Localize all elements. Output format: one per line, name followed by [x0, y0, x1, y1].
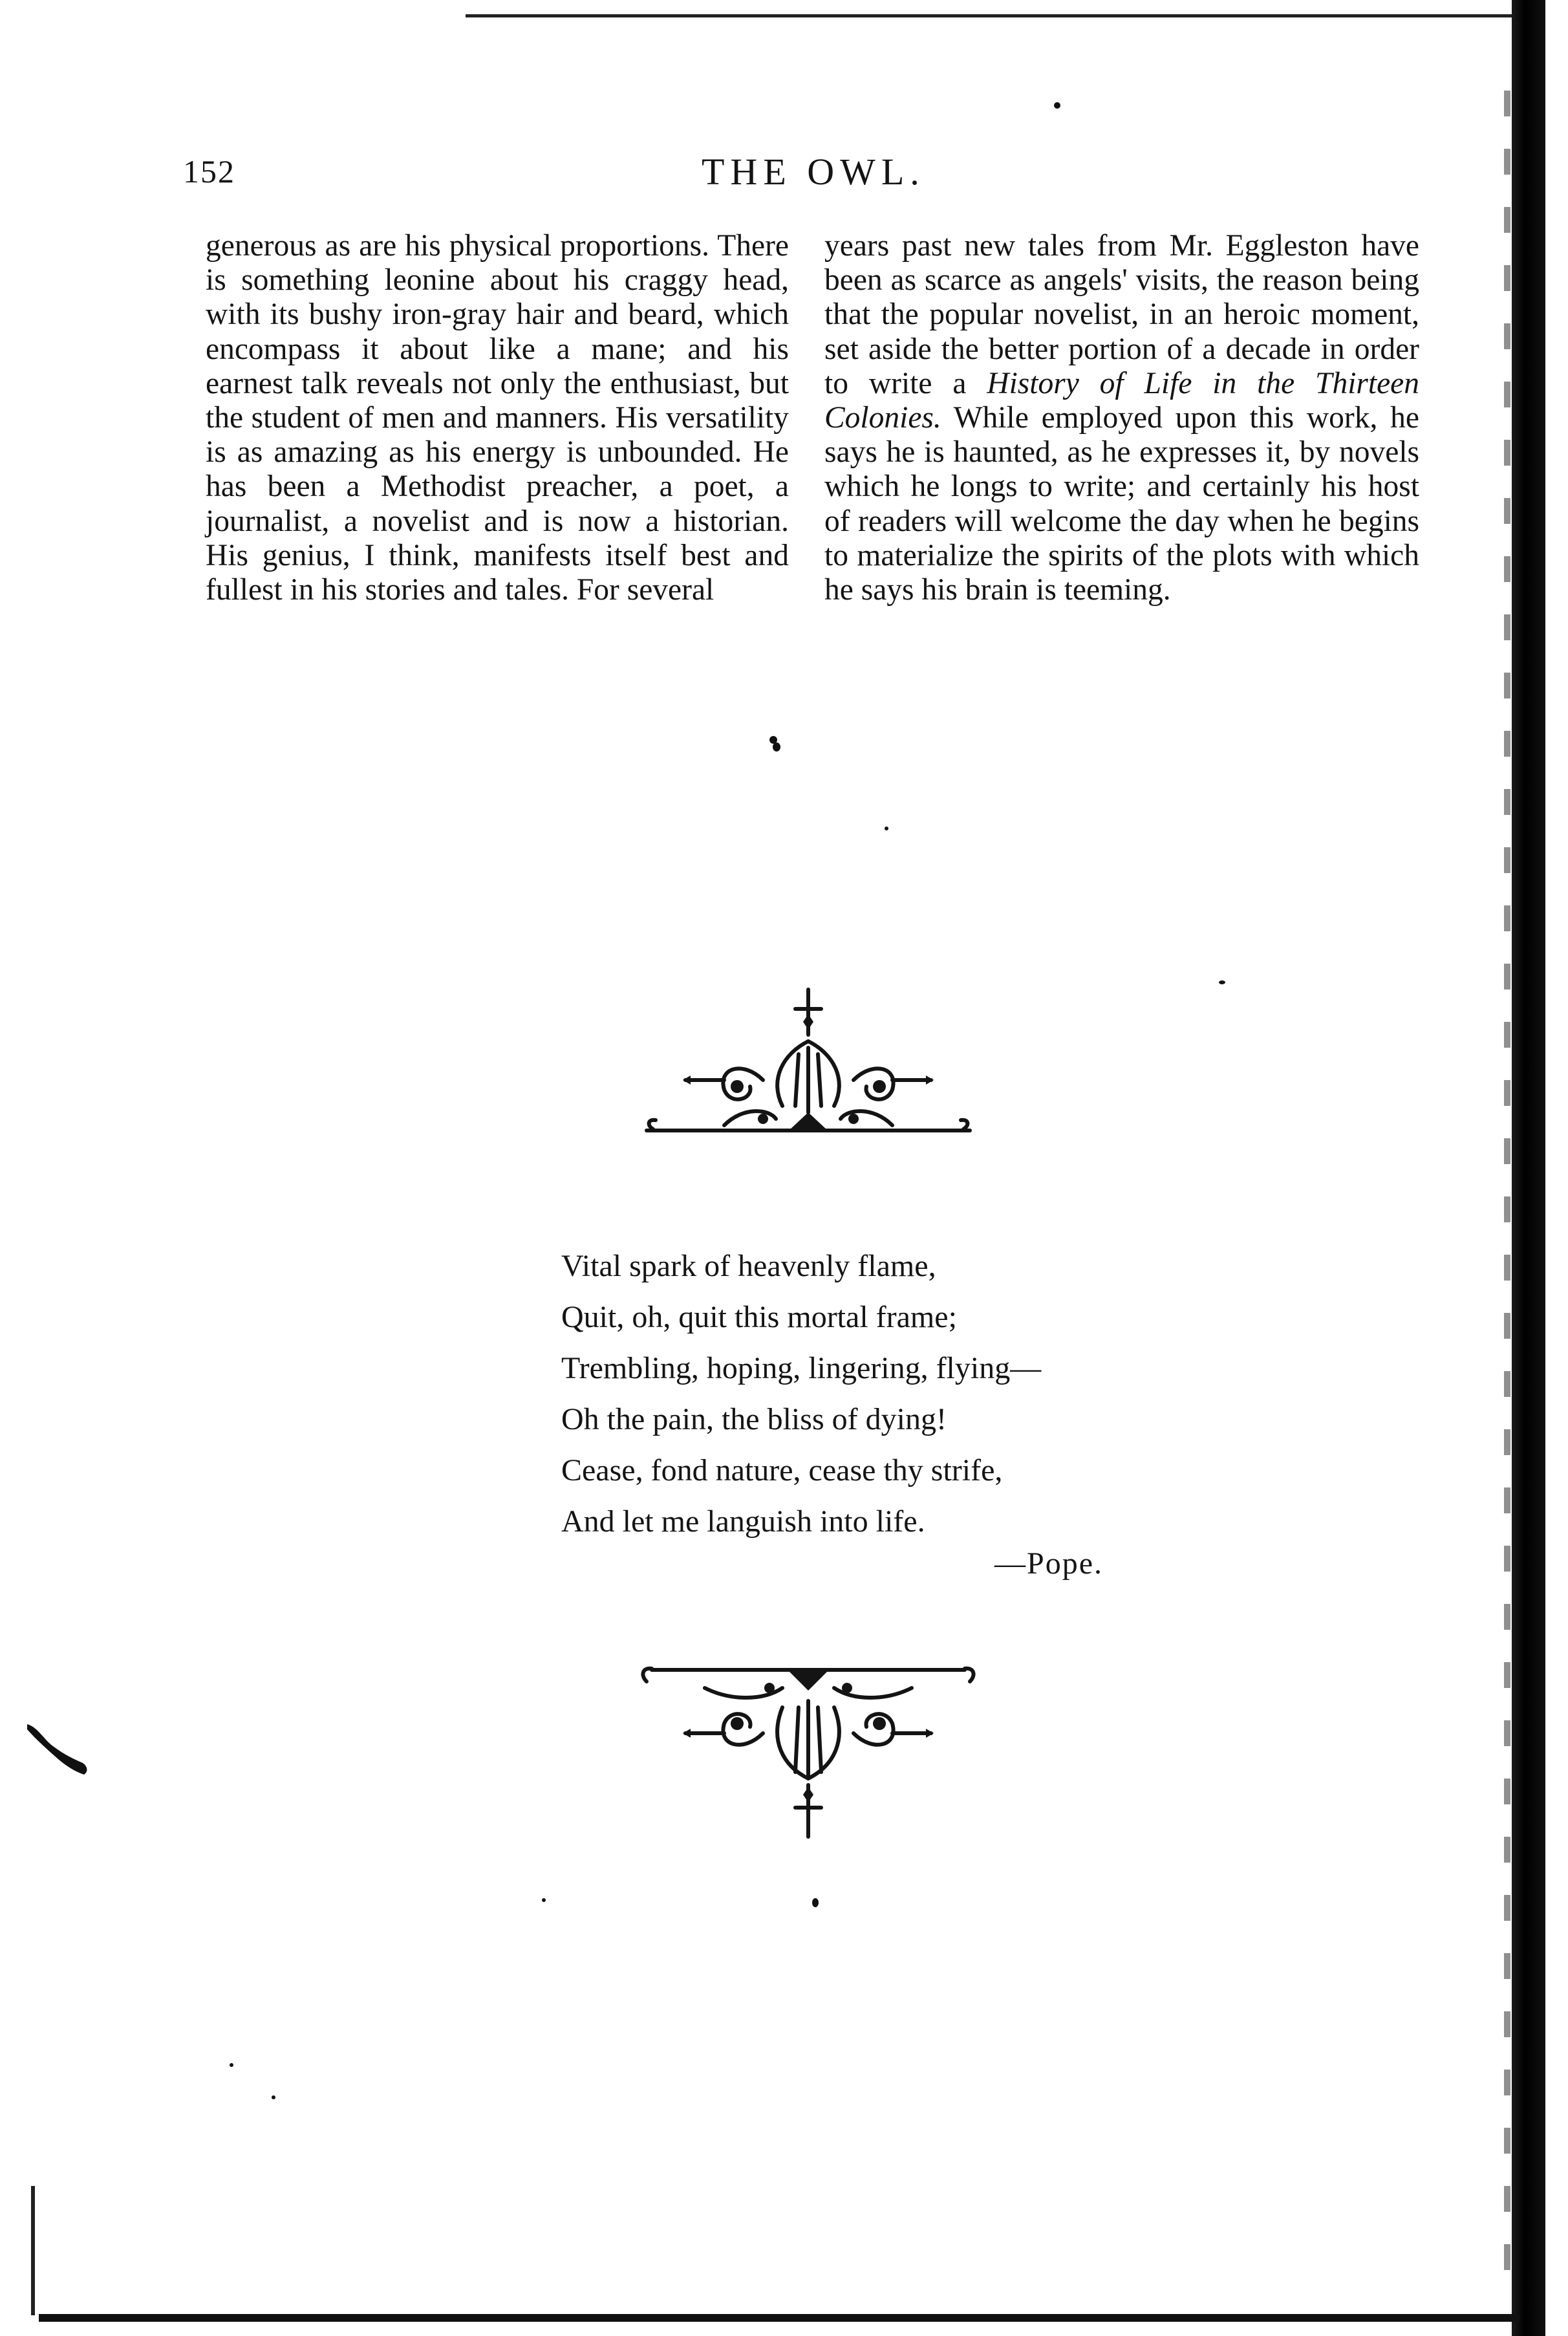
poem [561, 1240, 1041, 1547]
page-edge-top [466, 14, 1526, 17]
right-column-text-after: While employed upon this work, he says he is haunted, as he expresses it, by novels which he longs to write; and certainly his host of readers will welcome the day when he begins to materialize the spirits of the plots with which he says his brain is teeming. [824, 401, 1419, 607]
poem-attribution: —Pope. [994, 1546, 1103, 1581]
right-column-paragraph [824, 229, 1419, 607]
speck [230, 2063, 233, 2067]
running-head: THE OWL. [702, 151, 925, 193]
poem-line: Cease, fond nature, cease thy strife, [561, 1453, 1003, 1487]
top-fleuron-ornament [634, 983, 983, 1138]
speck [885, 827, 888, 830]
page-edge-right [1512, 0, 1545, 2336]
right-column-text-before: years past new tales from Mr. Eggleston have been as scarce as angels' visits, the reason being that the popular novelist, in an heroic moment, set aside the better portion of a decade in order to write a [824, 229, 1419, 400]
poem-line: And let me languish into life. [561, 1504, 925, 1539]
book-title: History of Life in the Thirteen Colonies. [824, 366, 1420, 435]
speck [542, 1898, 546, 1902]
poem-line: Quit, oh, quit this mortal frame; [561, 1300, 957, 1334]
speck [272, 2095, 275, 2099]
page-number: 152 [183, 153, 235, 189]
page-edge-left [31, 2186, 35, 2315]
page-edge-bottom [39, 2314, 1520, 2322]
speck [773, 742, 780, 752]
right-column [824, 229, 1419, 607]
speck [812, 1898, 819, 1907]
poem-line: Trembling, hoping, lingering, flying— [561, 1351, 1042, 1385]
bottom-fleuron-ornament [634, 1662, 983, 1843]
poem-line: Oh the pain, the bliss of dying! [561, 1402, 947, 1436]
page-edge-shadow [1504, 91, 1510, 2270]
left-column [206, 229, 789, 607]
left-column-text: generous as are his physical proportions. There is something leonine about his craggy head, with its bushy iron-gray hair and beard, which encompass it about like a mane; and his earnest talk reveals not only the enthusiast, but the student of men and manners. His versatility is as amazing as his energy is unbounded. He has been a Methodist preacher, a poet, a journalist, a novelist and is now a historian. His genius, I think, manifests itself best and fullest in his stories and tales. For several [206, 229, 789, 607]
speck [1219, 980, 1225, 984]
poem-line: Vital spark of heavenly flame, [561, 1249, 936, 1283]
speck [1054, 102, 1060, 109]
binding-mark [25, 1720, 96, 1779]
